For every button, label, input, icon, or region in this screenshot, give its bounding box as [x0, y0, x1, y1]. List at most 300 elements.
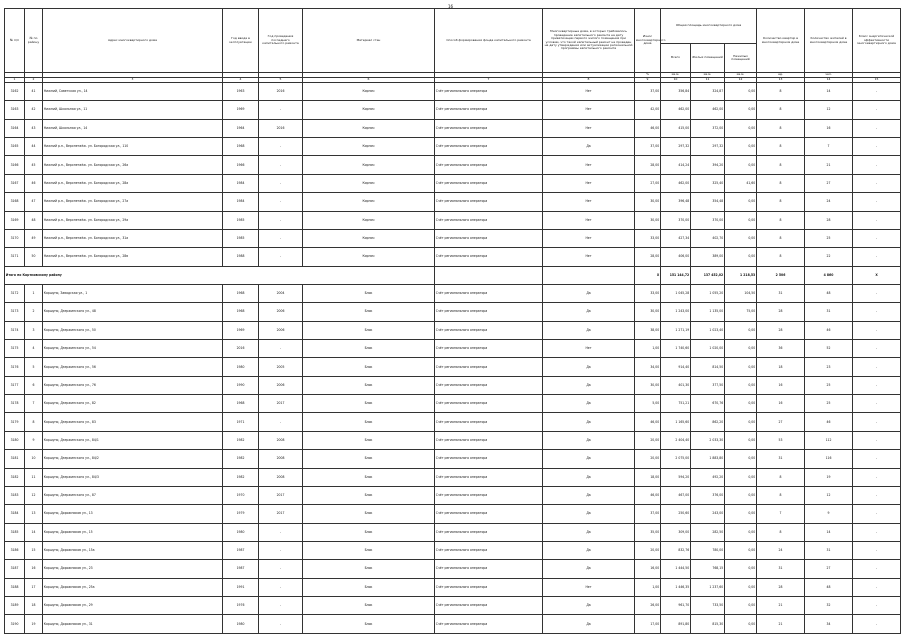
cell-f: 8	[757, 119, 805, 137]
cell-nd: 16	[25, 560, 43, 578]
cell-ry: -	[259, 413, 303, 431]
header-repair-year: Год проведения последнего капитального ремонта	[259, 9, 303, 73]
cell-an: 0,00	[725, 119, 757, 137]
cell-p: 46	[805, 413, 853, 431]
table-row	[5, 413, 901, 431]
cell-no: 3178	[5, 395, 25, 413]
cell-ry: 2008	[259, 468, 303, 486]
cell-an: 0,00	[725, 376, 757, 394]
cell-y: 1985	[223, 211, 259, 229]
cell-addr: Нижний р.п., Верхнетаёж. ул. Богородская ул., 28в	[43, 248, 223, 266]
cell-addr: Коршуно, Дзержинского ул., 48	[43, 303, 223, 321]
cell-y: 1970	[223, 486, 259, 504]
table-row	[5, 523, 901, 541]
table-row	[5, 578, 901, 596]
cell-e: -	[853, 284, 901, 302]
header-energy: Класс энергетической эффективности многоквартирного дома	[853, 9, 901, 73]
cell-el: Да	[543, 450, 635, 468]
cell-f: 8	[757, 156, 805, 174]
table-row	[5, 560, 901, 578]
cell-y: 1969	[223, 321, 259, 339]
header-year: Год ввода в эксплуатацию	[223, 9, 259, 73]
cell-nd: 3	[25, 321, 43, 339]
cell-no: 3189	[5, 597, 25, 615]
cell-f: 28	[757, 321, 805, 339]
cell-ry: -	[259, 578, 303, 596]
header-area-nonliving: Нежилых помещений	[725, 44, 757, 73]
cell-e: -	[853, 174, 901, 192]
cell-addr: Нижний р.п., Верхнетаёж. ул. Богородская ул., 28а	[43, 174, 223, 192]
header-area-total: Всего	[661, 44, 691, 73]
cell-el: Нет	[543, 174, 635, 192]
cell-fund: Счёт регионального оператора	[435, 560, 543, 578]
table-row	[5, 83, 901, 101]
cell-f: 8	[757, 468, 805, 486]
table-row	[5, 376, 901, 394]
cell-wall: Блок	[303, 486, 435, 504]
cell-an: 0,00	[725, 156, 757, 174]
cell-an: 0,00	[725, 450, 757, 468]
table-row	[5, 101, 901, 119]
cell-nd: 5	[25, 358, 43, 376]
cell-y: 1971	[223, 413, 259, 431]
cell-el: Да	[543, 541, 635, 559]
cell-el: Да	[543, 523, 635, 541]
cell-wall: Блок	[303, 541, 435, 559]
cell-wear: 28,00	[635, 156, 661, 174]
cell-y: 1982	[223, 431, 259, 449]
page-number: 16	[448, 4, 454, 9]
cell-ry: 2005	[259, 358, 303, 376]
header-no-district: № по району	[25, 9, 43, 73]
cell-at: 462,00	[661, 101, 691, 119]
cell-wall: Блок	[303, 578, 435, 596]
cell-p: 19	[805, 468, 853, 486]
cell-al: 370,00	[691, 211, 725, 229]
cell-no: 3172	[5, 284, 25, 302]
cell-addr: Коршуно, Дзержинского ул., 83	[43, 413, 223, 431]
cell-wear: 46,00	[635, 486, 661, 504]
cell-e: -	[853, 523, 901, 541]
cell-fund: Счёт регионального оператора	[435, 486, 543, 504]
table-row	[5, 431, 901, 449]
cell-el: Да	[543, 431, 635, 449]
cell-p: 16	[805, 119, 853, 137]
cell-nd: 19	[25, 615, 43, 634]
cell-wear: 34,00	[635, 358, 661, 376]
cell-p: 112	[805, 431, 853, 449]
cell-al: 324,87	[691, 83, 725, 101]
cell-p: 21	[805, 156, 853, 174]
cell-addr: Нижний р.п., Верхнетаёж. ул. Богородская ул., 26а	[43, 156, 223, 174]
cell-p: 23	[805, 358, 853, 376]
table-row	[5, 505, 901, 523]
cell-el: Нет	[543, 211, 635, 229]
table-row	[5, 541, 901, 559]
cell-e: -	[853, 248, 901, 266]
cell-at: 1 446,35	[661, 578, 691, 596]
cell-at: 427,34	[661, 229, 691, 247]
cell-p: 48	[805, 578, 853, 596]
total-cell-fund	[435, 266, 543, 284]
header-fund-method: Способ формирования фонда капитального ремонта	[435, 9, 543, 73]
cell-wall: Блок	[303, 468, 435, 486]
table-row	[5, 211, 901, 229]
cell-wall: Блок	[303, 376, 435, 394]
header-area-group: Общая площадь многоквартирного дома	[661, 9, 757, 44]
cell-no: 3175	[5, 340, 25, 358]
cell-addr: Коршуно, Дзержинского ул., 54	[43, 340, 223, 358]
cell-fund: Счёт регионального оператора	[435, 450, 543, 468]
cell-y: 1968	[223, 138, 259, 156]
cell-no: 3188	[5, 578, 25, 596]
cell-al: 297,32	[691, 138, 725, 156]
table-row	[5, 468, 901, 486]
cell-nd: 13	[25, 505, 43, 523]
cell-f: 16	[757, 395, 805, 413]
cell-y: 1968	[223, 284, 259, 302]
cell-fund: Счёт регионального оператора	[435, 541, 543, 559]
cell-ry: 2008	[259, 450, 303, 468]
cell-p: 116	[805, 450, 853, 468]
cell-an: 0,00	[725, 486, 757, 504]
cell-e: -	[853, 83, 901, 101]
cell-f: 18	[757, 358, 805, 376]
cell-at: 1 045,28	[661, 284, 691, 302]
cell-e: -	[853, 156, 901, 174]
cell-y: 1963	[223, 83, 259, 101]
cell-an: 75,00	[725, 303, 757, 321]
cell-p: 31	[805, 303, 853, 321]
cell-e: -	[853, 468, 901, 486]
cell-fund: Счёт регионального оператора	[435, 413, 543, 431]
cell-e: -	[853, 597, 901, 615]
cell-an: 0,00	[725, 340, 757, 358]
cell-al: 1 023,40	[691, 321, 725, 339]
cell-f: 8	[757, 174, 805, 192]
cell-no: 3183	[5, 486, 25, 504]
cell-al: 733,50	[691, 597, 725, 615]
cell-an: 0,00	[725, 413, 757, 431]
cell-el: Нет	[543, 248, 635, 266]
cell-at: 462,00	[661, 174, 691, 192]
housing-register-table	[4, 8, 901, 634]
header-wall: Материал стен	[303, 9, 435, 73]
cell-p: 28	[805, 211, 853, 229]
cell-an: 0,00	[725, 248, 757, 266]
cell-no: 3166	[5, 156, 25, 174]
cell-fund: Счёт регионального оператора	[435, 101, 543, 119]
cell-ry: 2017	[259, 505, 303, 523]
cell-nd: 8	[25, 413, 43, 431]
cell-fund: Счёт регионального оператора	[435, 248, 543, 266]
cell-f: 21	[757, 615, 805, 634]
cell-f: 8	[757, 229, 805, 247]
cell-fund: Счёт регионального оператора	[435, 284, 543, 302]
cell-wall: Блок	[303, 560, 435, 578]
cell-fund: Счёт регионального оператора	[435, 431, 543, 449]
unit-cell: кв.м.	[661, 73, 691, 78]
cell-nd: 6	[25, 376, 43, 394]
cell-el: Да	[543, 303, 635, 321]
col-number: 13	[757, 78, 805, 83]
cell-al: 862,20	[691, 413, 725, 431]
cell-wear: 46,00	[635, 119, 661, 137]
cell-wall: Кирпич	[303, 119, 435, 137]
cell-p: 32	[805, 597, 853, 615]
cell-wear: 46,00	[635, 413, 661, 431]
cell-nd: 11	[25, 468, 43, 486]
cell-at: 1 243,00	[661, 303, 691, 321]
total-cell-wear: X	[635, 266, 661, 284]
cell-wear: 28,00	[635, 248, 661, 266]
cell-at: 370,00	[661, 211, 691, 229]
cell-p: 12	[805, 486, 853, 504]
cell-al: 377,50	[691, 376, 725, 394]
cell-al: 243,00	[691, 505, 725, 523]
cell-wall: Блок	[303, 523, 435, 541]
cell-wear: 37,00	[635, 505, 661, 523]
cell-y: 1969	[223, 101, 259, 119]
cell-an: 0,00	[725, 138, 757, 156]
cell-no: 3176	[5, 358, 25, 376]
table-row	[5, 229, 901, 247]
cell-an: 0,00	[725, 615, 757, 634]
cell-fund: Счёт регионального оператора	[435, 358, 543, 376]
cell-wear: 37,00	[635, 138, 661, 156]
cell-an: 0,00	[725, 101, 757, 119]
cell-wear: 35,00	[635, 523, 661, 541]
cell-nd: 46	[25, 174, 43, 192]
cell-nd: 14	[25, 523, 43, 541]
cell-p: 48	[805, 284, 853, 302]
cell-ry: -	[259, 101, 303, 119]
cell-an: 0,00	[725, 560, 757, 578]
cell-at: 2 075,00	[661, 450, 691, 468]
cell-al: 282,50	[691, 523, 725, 541]
cell-wear: 30,00	[635, 303, 661, 321]
cell-el: Да	[543, 560, 635, 578]
cell-p: 14	[805, 83, 853, 101]
header-area-living: Жилых помещений	[691, 44, 725, 73]
cell-no: 3177	[5, 376, 25, 394]
total-cell-e: X	[853, 266, 901, 284]
cell-fund: Счёт регионального оператора	[435, 340, 543, 358]
cell-no: 3167	[5, 174, 25, 192]
cell-at: 594,20	[661, 468, 691, 486]
cell-fund: Счёт регионального оператора	[435, 523, 543, 541]
total-cell-an: 1 218,53	[725, 266, 757, 284]
cell-no: 3179	[5, 413, 25, 431]
cell-nd: 1	[25, 284, 43, 302]
cell-f: 8	[757, 101, 805, 119]
cell-el: Да	[543, 413, 635, 431]
cell-no: 3182	[5, 468, 25, 486]
cell-y: 1968	[223, 395, 259, 413]
cell-fund: Счёт регионального оператора	[435, 468, 543, 486]
unit-cell: чел.	[805, 73, 853, 78]
cell-fund: Счёт регионального оператора	[435, 303, 543, 321]
cell-at: 832,76	[661, 541, 691, 559]
cell-fund: Счёт регионального оператора	[435, 138, 543, 156]
cell-nd: 4	[25, 340, 43, 358]
cell-y: 1980	[223, 358, 259, 376]
cell-wear: 16,00	[635, 560, 661, 578]
cell-p: 9	[805, 505, 853, 523]
cell-addr: Коршуно, Дзержинского ул., 84/1	[43, 431, 223, 449]
cell-addr: Коршуно, Дорожников ул., 29	[43, 597, 223, 615]
cell-wall: Блок	[303, 450, 435, 468]
cell-el: Да	[543, 358, 635, 376]
cell-e: -	[853, 376, 901, 394]
cell-wall: Кирпич	[303, 101, 435, 119]
cell-f: 7	[757, 505, 805, 523]
cell-an: 0,00	[725, 395, 757, 413]
cell-f: 36	[757, 340, 805, 358]
cell-e: -	[853, 560, 901, 578]
total-row	[5, 266, 901, 284]
cell-el: Да	[543, 597, 635, 615]
cell-addr: Коршуно, Дзержинского ул., 76	[43, 376, 223, 394]
cell-nd: 44	[25, 138, 43, 156]
cell-al: 780,00	[691, 541, 725, 559]
cell-e: -	[853, 431, 901, 449]
header-eligible: Многоквартирные дома, в которых требовалось проведение капитального ремонта на дату приватизации первого жилого помещения при условии, что такой капитальный ремонт не проведен на дату утверждения или актуализации региональной программы капитального ремонта	[543, 9, 635, 73]
cell-e: -	[853, 578, 901, 596]
cell-ry: -	[259, 523, 303, 541]
cell-nd: 43	[25, 119, 43, 137]
cell-fund: Счёт регионального оператора	[435, 193, 543, 211]
cell-an: 0,00	[725, 211, 757, 229]
table-row	[5, 303, 901, 321]
cell-f: 8	[757, 486, 805, 504]
cell-an: 0,00	[725, 321, 757, 339]
table-row	[5, 358, 901, 376]
cell-ry: 2006	[259, 303, 303, 321]
cell-e: -	[853, 303, 901, 321]
cell-addr: Нижний, Школьная ул., 14	[43, 119, 223, 137]
cell-at: 1 271,19	[661, 321, 691, 339]
cell-wall: Блок	[303, 395, 435, 413]
cell-wear: 37,00	[635, 83, 661, 101]
cell-wear: 38,00	[635, 321, 661, 339]
cell-ry: -	[259, 156, 303, 174]
cell-wall: Блок	[303, 340, 435, 358]
header-wear: Износ многоквартирного дома	[635, 9, 661, 73]
col-number: 2	[25, 78, 43, 83]
cell-e: -	[853, 193, 901, 211]
cell-an: 0,00	[725, 523, 757, 541]
cell-at: 414,24	[661, 156, 691, 174]
cell-wear: 26,00	[635, 597, 661, 615]
cell-el: Да	[543, 395, 635, 413]
cell-an: 0,00	[725, 229, 757, 247]
col-number: 4	[223, 78, 259, 83]
cell-e: -	[853, 229, 901, 247]
cell-ry: -	[259, 560, 303, 578]
cell-ry: 2016	[259, 83, 303, 101]
cell-al: 768,15	[691, 560, 725, 578]
cell-al: 402,70	[691, 229, 725, 247]
cell-at: 356,84	[661, 83, 691, 101]
cell-el: Да	[543, 376, 635, 394]
table-row	[5, 395, 901, 413]
cell-ry: -	[259, 174, 303, 192]
cell-no: 3174	[5, 321, 25, 339]
col-number: 6	[303, 78, 435, 83]
cell-el: Да	[543, 468, 635, 486]
cell-p: 25	[805, 376, 853, 394]
cell-p: 22	[805, 248, 853, 266]
cell-e: -	[853, 358, 901, 376]
cell-al: 372,00	[691, 119, 725, 137]
cell-wear: 33,00	[635, 284, 661, 302]
cell-e: -	[853, 211, 901, 229]
total-cell-el	[543, 266, 635, 284]
cell-ry: -	[259, 248, 303, 266]
cell-ry: 2006	[259, 321, 303, 339]
cell-al: 492,20	[691, 468, 725, 486]
cell-nd: 10	[25, 450, 43, 468]
cell-el: Нет	[543, 101, 635, 119]
table-row	[5, 138, 901, 156]
cell-al: 670,76	[691, 395, 725, 413]
cell-e: -	[853, 486, 901, 504]
total-cell-p: 4 860	[805, 266, 853, 284]
cell-e: -	[853, 340, 901, 358]
cell-el: Нет	[543, 340, 635, 358]
cell-nd: 17	[25, 578, 43, 596]
cell-wear: 30,00	[635, 376, 661, 394]
cell-wear: 30,00	[635, 211, 661, 229]
total-cell-f: 2 506	[757, 266, 805, 284]
cell-al: 1 135,00	[691, 303, 725, 321]
cell-wear: 20,00	[635, 431, 661, 449]
cell-addr: Коршуно, Дорожников ул., 15а	[43, 541, 223, 559]
cell-f: 31	[757, 284, 805, 302]
total-label: Итого по Кортковскому району	[5, 266, 435, 284]
col-number: 14	[805, 78, 853, 83]
table-row	[5, 450, 901, 468]
cell-addr: Коршуно, Дзержинского ул., 84/3	[43, 468, 223, 486]
cell-p: 7	[805, 138, 853, 156]
cell-f: 8	[757, 248, 805, 266]
cell-ry: -	[259, 138, 303, 156]
cell-addr: Нижний р.п., Верхнетаёж. ул. Богородская ул., 27а	[43, 193, 223, 211]
cell-f: 8	[757, 211, 805, 229]
cell-nd: 2	[25, 303, 43, 321]
cell-an: 0,00	[725, 83, 757, 101]
cell-addr: Нижний р.п., Верхнетаёж. ул. Богородская ул., 110	[43, 138, 223, 156]
cell-y: 1988	[223, 248, 259, 266]
cell-no: 3184	[5, 505, 25, 523]
cell-wear: 42,00	[635, 101, 661, 119]
cell-at: 406,00	[661, 248, 691, 266]
cell-el: Нет	[543, 193, 635, 211]
cell-nd: 12	[25, 486, 43, 504]
cell-ry: 2017	[259, 486, 303, 504]
cell-wall: Блок	[303, 413, 435, 431]
cell-addr: Коршуно, Дзержинского ул., 87	[43, 486, 223, 504]
cell-wall: Блок	[303, 284, 435, 302]
cell-e: -	[853, 450, 901, 468]
unit-cell: %	[635, 73, 661, 78]
cell-p: 25	[805, 229, 853, 247]
cell-fund: Счёт регионального оператора	[435, 395, 543, 413]
col-number: 5	[259, 78, 303, 83]
cell-ry: -	[259, 597, 303, 615]
cell-e: -	[853, 615, 901, 634]
